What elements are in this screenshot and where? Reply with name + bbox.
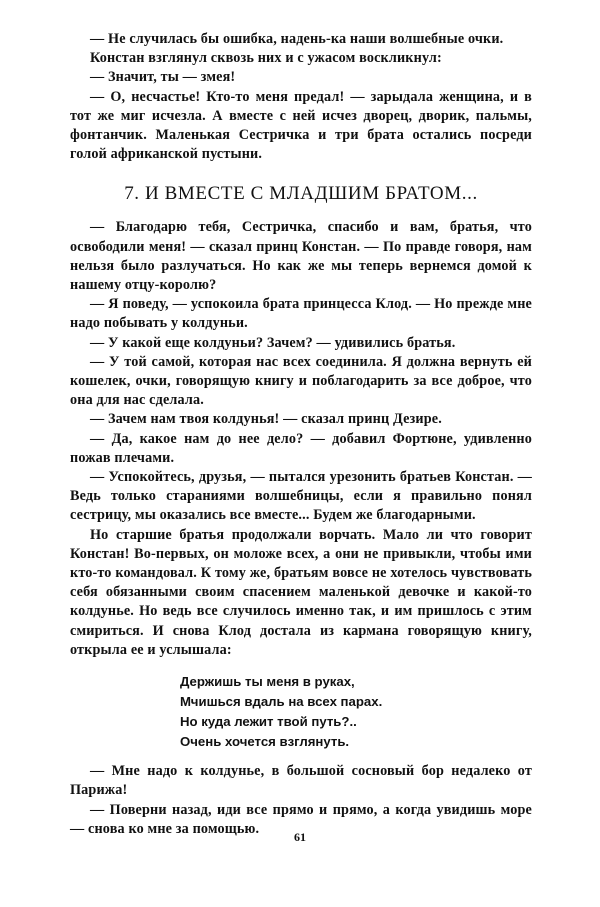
poem-line: Но куда лежит твой путь?.. bbox=[180, 714, 357, 730]
chapter-title: 7. И ВМЕСТЕ С МЛАДШИМ БРАТОМ... bbox=[124, 183, 478, 205]
page-number: 61 bbox=[294, 830, 306, 844]
paragraph: — У той самой, которая нас всех соединила. Я должна вернуть ей кошелек, очки, говорящую книгу и поблагодарить за все доброе, что она для нас сделала. bbox=[70, 353, 532, 409]
paragraph: — Поверни назад, иди все прямо и прямо, а когда увидишь море — снова ко мне за помощью. bbox=[70, 801, 532, 837]
previous-section-text bbox=[70, 30, 532, 164]
book-page bbox=[70, 30, 532, 839]
paragraph: — У какой еще колдуньи? Зачем? — удивились братья. bbox=[90, 334, 456, 351]
paragraph: — О, несчастье! Кто-то меня предал! — зарыдала женщина, и в тот же миг исчезла. А вместе с ней исчез дворец, дворик, пальмы, фонтанчик. Маленькая Сестричка и три брата остались посреди голой африканской пустыни. bbox=[70, 88, 532, 163]
paragraph: — Зачем нам твоя колдунья! — сказал принц Дезире. bbox=[90, 411, 442, 428]
paragraph: Но старшие братья продолжали ворчать. Мало ли что говорит Констан! Во-первых, он моложе всех, а они не привыкли, чтобы ими кто-то командовал. К тому же, братьям вовсе не хотелось чувствовать себя обязанными своим спасением маленькой девочке и какой-то колдунье. Но ведь все случилось именно так, и им пришлось с этим смириться. И снова Клод достала из кармана говорящую книгу, открыла ее и услышала: bbox=[70, 526, 532, 658]
after-poem-text bbox=[70, 762, 532, 839]
paragraph: — Успокойтесь, друзья, — пытался урезонить братьев Констан. — Ведь только стараниями волшебницы, если я правильно понял сестрицу, мы оказались все вместе... Будем же благодарными. bbox=[70, 469, 532, 524]
paragraph: — Не случилась бы ошибка, надень-ка наши волшебные очки. bbox=[90, 31, 504, 47]
paragraph: — Благодарю тебя, Сестричка, спасибо и вам, братья, что освободили меня! — сказал принц Констан. — По правде говоря, нам нельзя было разлучаться. Но как же мы теперь вернемся домой к нашему отцу-королю? bbox=[70, 219, 532, 294]
paragraph: — Мне надо к колдунье, в большой сосновый бор недалеко от Парижа! bbox=[70, 763, 532, 799]
paragraph: Констан взглянул сквозь них и с ужасом воскликнул: bbox=[90, 50, 442, 67]
paragraph: — Значит, ты — змея! bbox=[90, 69, 236, 86]
paragraph: — Да, какое нам до нее дело? — добавил Фортюне, удивленно пожав плечами. bbox=[70, 430, 532, 466]
paragraph: — Я поведу, — успокоила брата принцесса Клод. — Но прежде мне надо побывать у колдуньи. bbox=[70, 296, 532, 332]
chapter-text bbox=[70, 218, 532, 660]
poem-line: Очень хочется взглянуть. bbox=[180, 734, 350, 750]
poem-line: Мчишься вдаль на всех парах. bbox=[180, 694, 383, 710]
poem bbox=[70, 672, 532, 752]
poem-line: Держишь ты меня в руках, bbox=[180, 674, 355, 690]
